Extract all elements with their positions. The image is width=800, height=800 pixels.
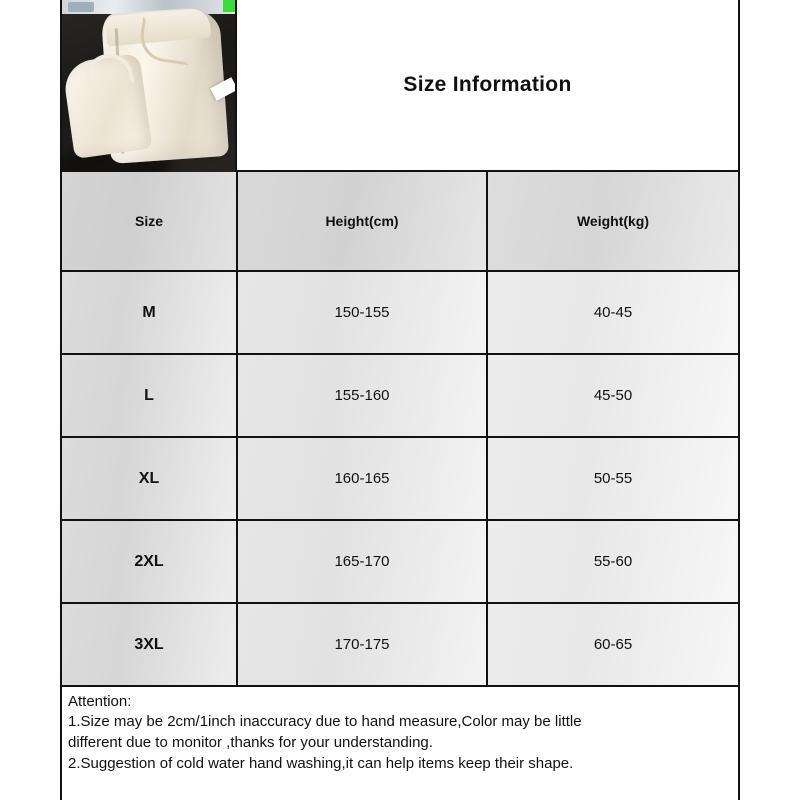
table-header-row (62, 172, 738, 271)
cell-height: 165-170 (237, 520, 487, 603)
table-row (62, 271, 738, 354)
cell-size: M (62, 271, 237, 354)
column-header-size: Size (62, 172, 237, 271)
table-row (62, 603, 738, 686)
attention-heading: Attention: (68, 693, 132, 710)
cell-height: 160-165 (237, 437, 487, 520)
attention-line-1a: 1.Size may be 2cm/1inch inaccuracy due to hand measure,Color may be little (68, 713, 582, 730)
cell-size: 2XL (62, 520, 237, 603)
column-header-weight: Weight(kg) (487, 172, 738, 271)
green-corner-marker (223, 0, 235, 12)
chart-header-band (62, 0, 738, 172)
cell-weight: 60-65 (487, 603, 738, 686)
cell-height: 155-160 (237, 354, 487, 437)
cell-size: 3XL (62, 603, 237, 686)
attention-note (62, 687, 738, 800)
cell-height: 170-175 (237, 603, 487, 686)
attention-line-1b: different due to monitor ,thanks for your understanding. (68, 734, 433, 751)
table-row (62, 520, 738, 603)
product-photo (62, 0, 237, 172)
chart-title-cell (237, 0, 738, 170)
size-chart-table-frame (60, 0, 740, 800)
cell-height: 150-155 (237, 271, 487, 354)
table-row (62, 354, 738, 437)
cell-weight: 50-55 (487, 437, 738, 520)
size-table (62, 172, 738, 687)
cell-weight: 40-45 (487, 271, 738, 354)
table-row (62, 437, 738, 520)
cell-weight: 55-60 (487, 520, 738, 603)
page-title: Size Information (403, 73, 572, 96)
cell-size: XL (62, 437, 237, 520)
attention-line-2: 2.Suggestion of cold water hand washing,it can help items keep their shape. (68, 755, 574, 772)
column-header-height: Height(cm) (237, 172, 487, 271)
cell-weight: 45-50 (487, 354, 738, 437)
cell-size: L (62, 354, 237, 437)
